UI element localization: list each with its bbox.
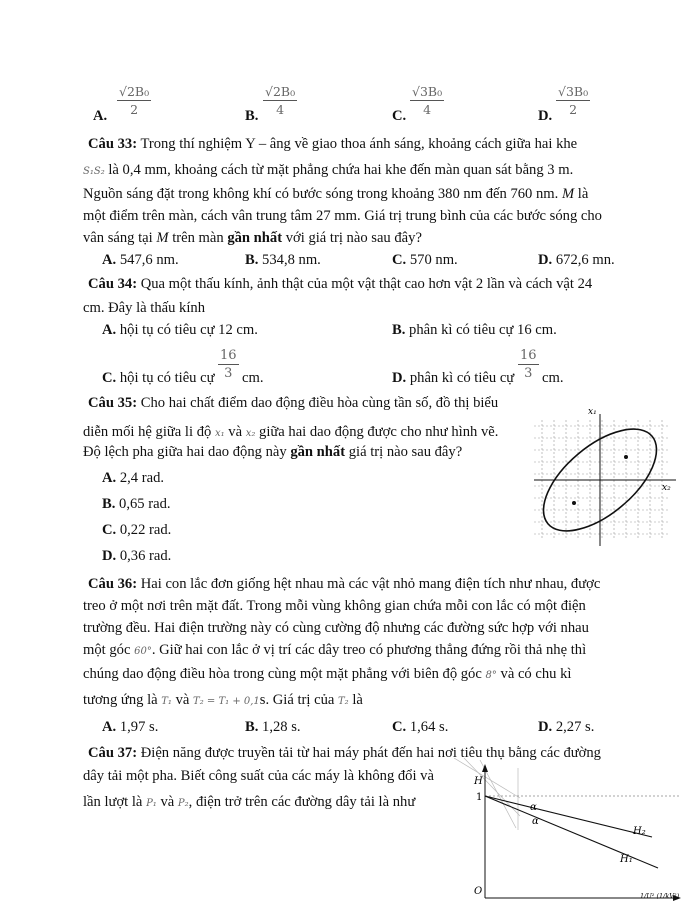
q36-t2: T₂ [338, 696, 349, 707]
q35-x2: x₂ [245, 428, 256, 439]
q36-angle-8: 8° [485, 670, 497, 681]
q33-s1s2: S₁S₂ [83, 166, 105, 177]
q35-point [572, 501, 576, 505]
q35-ellipse-graph [530, 400, 680, 550]
q32-option-a-label: A. [93, 108, 108, 124]
q34-text-line2: cm. Đây là thấu kính [83, 300, 205, 316]
q35-x1: x₁ [214, 428, 225, 439]
q34-number: Câu 34: [88, 276, 138, 292]
q34-option-a: A. hội tụ có tiêu cự 12 cm. [102, 322, 258, 338]
q35-option-c: C. 0,22 rad. [102, 522, 172, 538]
q32-option-b-label: B. [245, 108, 259, 124]
q37-text-line1: Điện năng được truyền tải từ hai máy phát đến hai nơi tiêu thụ bằng các đường [140, 745, 601, 761]
q32-option-c-value: $\frac{\text{√3B₀}}{4}$ [412, 84, 443, 117]
q34-option-d: D. phân kì có tiêu cự [392, 370, 515, 386]
q34-text-line1: Qua một thấu kính, ảnh thật của một vật thật cao hơn vật 2 lần và cách vật 24 [140, 276, 593, 292]
q37-efficiency-graph [440, 758, 690, 904]
q35-option-b: B. 0,65 rad. [102, 496, 171, 512]
q37-alpha-label-1: α [530, 802, 537, 813]
q32-option-b-value: $\frac{\text{√2B₀}}{4}$ [265, 84, 296, 117]
q33-option-d: D. 672,6 mn. [538, 252, 615, 268]
q32-option-a-value: $\frac{\text{√2B₀}}{2}$ [119, 84, 150, 117]
q36-option-d: D. 2,27 s. [538, 719, 595, 735]
q33-option-a: A. 547,6 nm. [102, 252, 179, 268]
q37-p2: P₂ [177, 798, 189, 809]
q36-number: Câu 36: [88, 576, 138, 592]
q36-t2-equation: T₂ = T₁ + 0,1 [193, 696, 260, 707]
q36-text-line1: Hai con lắc đơn giống hệt nhau mà các vật nhỏ mang điện tích như nhau, được [140, 576, 601, 592]
q37-p1: P₁ [146, 798, 157, 809]
q33-number: Câu 33: [88, 136, 138, 152]
q35-point [624, 455, 628, 459]
q36-option-b: B. 1,28 s. [245, 719, 301, 735]
q34-option-b: B. phân kì có tiêu cự 16 cm. [392, 322, 557, 338]
q36-option-a: A. 1,97 s. [102, 719, 159, 735]
q34-option-c: C. hội tụ có tiêu cự [102, 370, 215, 386]
q32-option-d-label: D. [538, 108, 553, 124]
q36-t1: T₁ [161, 696, 172, 707]
q32-option-c-label: C. [392, 108, 407, 124]
q35-number: Câu 35: [88, 395, 138, 411]
q33-option-c: C. 570 nm. [392, 252, 458, 268]
q37-number: Câu 37: [88, 745, 138, 761]
q37-one-label: 1 [476, 792, 483, 803]
q34-option-d-fraction: $\frac{16}{3}$ [520, 348, 537, 381]
q33-text-line4: một điểm trên màn, cách vân trung tâm 27 mm. Giá trị trung bình của các bước sóng cho [83, 208, 602, 224]
q35-option-d: D. 0,36 rad. [102, 548, 172, 564]
q36-option-c: C. 1,64 s. [392, 719, 449, 735]
q34-option-c-fraction: $\frac{16}{3}$ [220, 348, 237, 381]
q37-scan-artifact [454, 758, 520, 830]
q35-text-line1: Cho hai chất điểm dao động điều hòa cùng tần số, đồ thị biểu [140, 395, 499, 411]
q37-h-label: H [474, 776, 483, 787]
q32-option-d-value: $\frac{\text{√3B₀}}{2}$ [558, 84, 589, 117]
q33-text-line3: Nguồn sáng đặt trong không khí có bước sóng trong khoảng 380 nm đến 760 nm. [83, 186, 559, 202]
q33-option-b: B. 534,8 nm. [245, 252, 321, 268]
q36-angle-60: 60° [134, 646, 152, 657]
q37-x-axis-label: 1/U² (1/kV²) [640, 892, 680, 900]
q35-x-axis-label: x₂ [662, 483, 671, 493]
q35-option-a: A. 2,4 rad. [102, 470, 165, 486]
q37-h1-label: H₁ [620, 854, 633, 865]
q33-text-line1: Trong thí nghiệm Y – âng về giao thoa ánh sáng, khoảng cách giữa hai khe [140, 136, 578, 152]
q37-alpha-label-2: α [532, 816, 539, 827]
q33-text-line2: là 0,4 mm, khoảng cách từ mặt phẳng chứa hai khe đến màn quan sát bằng 3 m. [108, 162, 574, 178]
q37-origin-label: O [474, 886, 483, 897]
q37-h2-label: H₂ [633, 826, 646, 837]
q35-y-axis-label: x₁ [588, 407, 597, 417]
